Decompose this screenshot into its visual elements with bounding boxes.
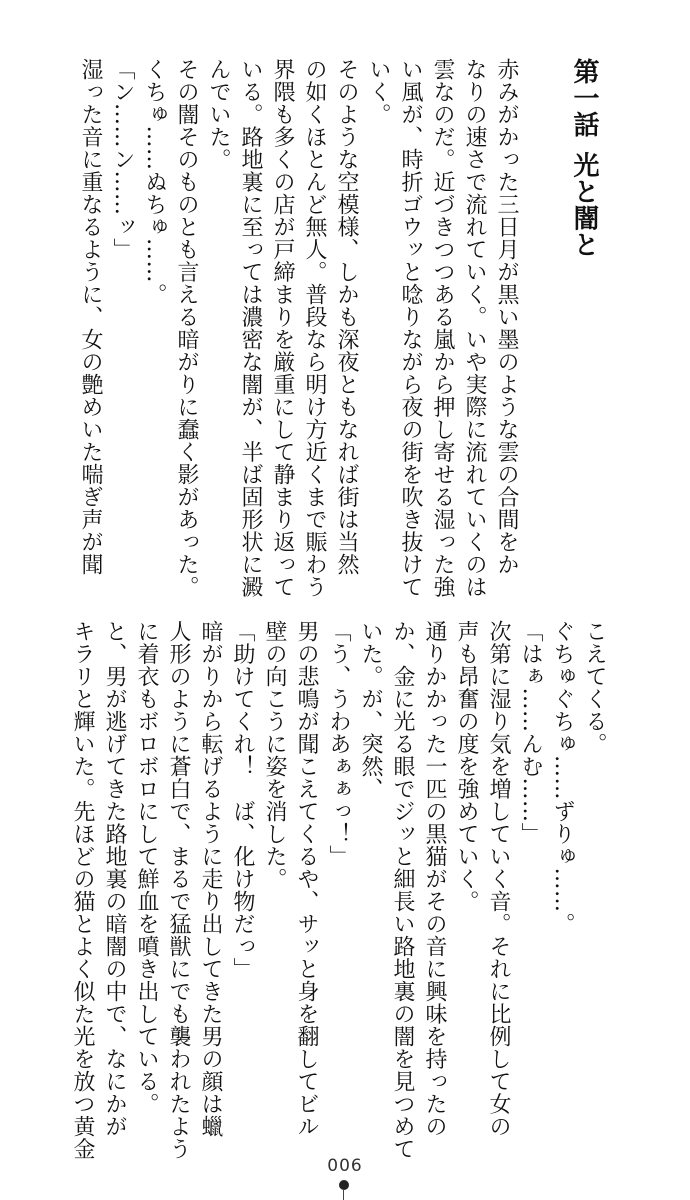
text-column: か、金に光る眼でジッと細長い路地裏の闇を見つめて — [390, 620, 415, 1160]
page-marker-line — [343, 1189, 344, 1200]
text-column: 暗がりから転げるように走り出してきた男の顔は蠟 — [198, 620, 223, 1138]
text-column: 「助けてくれ！ ば、化け物だっ」 — [230, 620, 255, 980]
text-column: いく。 — [366, 58, 391, 126]
chapter-heading — [568, 58, 600, 598]
text-column: いる。路地裏に至っては濃密な闇が、半ば固形状に澱 — [238, 58, 263, 598]
text-column: 「はぁ……んむ……」 — [518, 620, 543, 845]
text-column: 雲なのだ。近づきつつある嵐から押し寄せる湿った強 — [430, 58, 455, 598]
text-column: 界隈も多くの店が戸締まりを厳重にして静まり返って — [270, 58, 295, 598]
text-column: 次第に湿り気を増していく音。それに比例して女の — [486, 620, 511, 1138]
text-column: 人形のように蒼白で、まるで猛獣にでも襲われたよう — [166, 620, 191, 1160]
text-column: こえてくる。 — [582, 620, 607, 755]
text-column: ぐちゅぐちゅ……ずりゅ……。 — [550, 620, 575, 935]
text-column: キラリと輝いた。先ほどの猫とよく似た光を放つ黄金 — [70, 620, 95, 1160]
text-block-top — [78, 58, 600, 598]
text-column: 「ン……ン……ッ」 — [110, 58, 135, 261]
text-column: なりの速さで流れていく。いや実際に流れていくのは — [462, 58, 487, 598]
text-column: 壁の向こうに姿を消した。 — [262, 620, 287, 890]
text-column: んでいた。 — [206, 58, 231, 171]
chapter-number: 第一話 — [569, 58, 599, 138]
text-column: そのような空模様、しかも深夜ともなれば街は当然 — [334, 58, 359, 576]
text-column: 通りかかった一匹の黒猫がその音に興味を持ったの — [422, 620, 447, 1138]
page-marker-dot — [339, 1180, 349, 1190]
text-block-bottom — [70, 620, 610, 1160]
text-column: くちゅ……ぬちゅ……。 — [142, 58, 167, 306]
text-column: 男の悲鳴が聞こえてくるや、サッと身を翻してビル — [294, 620, 319, 1138]
text-column: いた。が、突然、 — [358, 620, 383, 800]
text-column: い風が、時折ゴウッと唸りながら夜の街を吹き抜けて — [398, 58, 423, 598]
text-column: の如くほとんど無人。普段なら明け方近くまで賑わう — [302, 58, 327, 598]
text-column: 声も昂奮の度を強めていく。 — [454, 620, 479, 913]
text-column: その闇そのものとも言える暗がりに蠢く影があった。 — [174, 58, 199, 598]
chapter-title: 光と闇と — [569, 151, 599, 258]
text-column: に着衣もボロボロにして鮮血を噴き出している。 — [134, 620, 159, 1115]
text-column: 「う、うわあぁぁっ！」 — [326, 620, 351, 868]
text-column: 赤みがかった三日月が黒い墨のような雲の合間をか — [494, 58, 519, 576]
text-column: 湿った音に重なるように、女の艶めいた喘ぎ声が聞 — [78, 58, 103, 576]
text-column: と、男が逃げてきた路地裏の暗闇の中で、なにかが — [102, 620, 127, 1138]
page-number: 006 — [327, 1156, 363, 1176]
